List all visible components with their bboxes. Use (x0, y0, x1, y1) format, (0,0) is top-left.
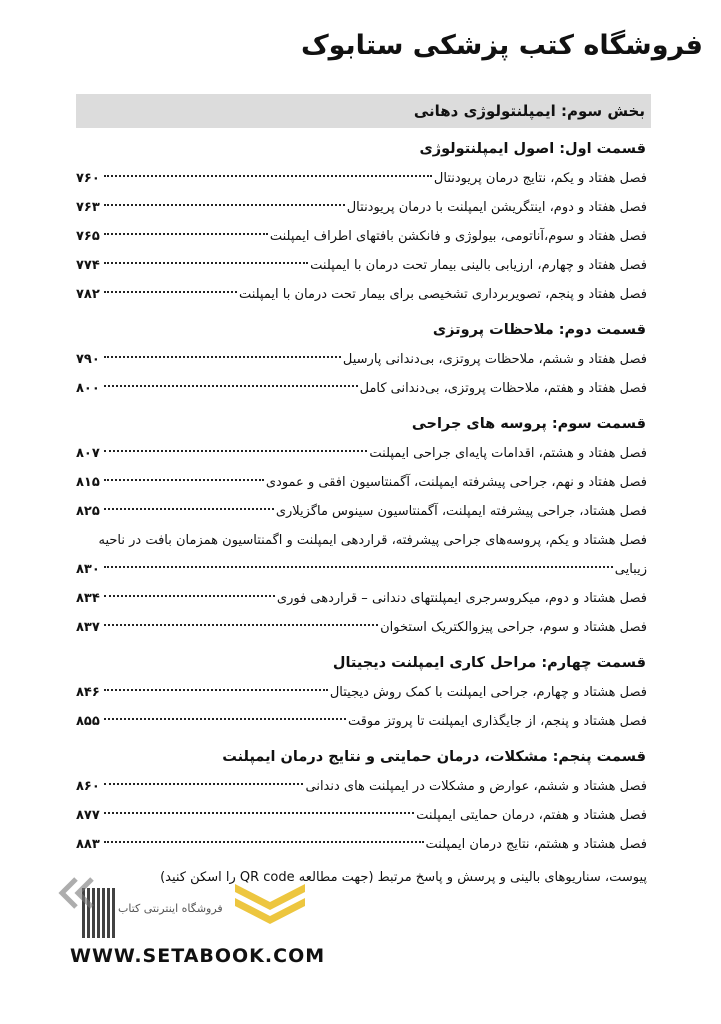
entry-title: فصل هشتاد و سوم، جراحی پیزوالکتریک استخوان (380, 620, 647, 635)
section-title: قسمت اول: اصول ایمپلنتولوژی (419, 141, 646, 157)
entry-page: ۸۳۰ (76, 562, 100, 577)
entry-title: فصل هفتاد و دوم، اینتگریشن ایمپلنت با درمان پریودنتال (346, 200, 647, 215)
leader-dots (104, 385, 358, 387)
entry-title: فصل هشتاد و دوم، میکروسرجری ایمپلنتهای دندانی – قراردهی فوری (276, 591, 647, 606)
entry-title: فصل هشتاد و پنجم، از جایگذاری ایمپلنت تا پروتز موقت (347, 714, 647, 729)
entry-page: ۷۶۰ (76, 171, 100, 186)
toc-entry[interactable] (76, 772, 651, 801)
entry-title: فصل هفتاد و چهارم، ارزیابی بالینی بیمار تحت درمان با ایمپلنت (310, 258, 647, 273)
entry-title: فصل هشتاد و چهارم، جراحی ایمپلنت با کمک روش دیجیتال (329, 685, 647, 700)
entry-page: ۷۸۲ (76, 287, 100, 302)
entry-page: ۸۰۰ (76, 381, 100, 396)
leader-dots (104, 508, 274, 510)
entry-page: ۸۳۷ (76, 620, 100, 635)
leader-dots (104, 841, 424, 843)
leader-dots (104, 812, 414, 814)
toc-entry[interactable] (76, 497, 651, 526)
leader-dots (104, 291, 237, 293)
entry-title: فصل هفتاد و هفتم، ملاحظات پروتزی، بی‌دندانی کامل (359, 381, 647, 396)
toc-entry[interactable] (76, 164, 651, 193)
entry-page: ۷۶۳ (76, 200, 100, 215)
toc-entry[interactable] (76, 468, 651, 497)
entry-page: ۸۳۴ (76, 591, 100, 606)
entry-title: فصل هشتاد و ششم، عوارض و مشکلات در ایمپلنت های دندانی (305, 779, 647, 794)
section-title: قسمت دوم: ملاحظات پروتزی (432, 322, 646, 338)
toc-entry[interactable] (76, 193, 651, 222)
entry-page: ۸۰۷ (76, 446, 100, 461)
table-of-contents (76, 94, 651, 892)
leader-dots (104, 262, 308, 264)
entry-title-line1: فصل هشتاد و یکم، پروسه‌های جراحی پیشرفته، قراردهی ایمپلنت و اگمنتاسیون همزمان بافت در ناحیه (98, 533, 647, 548)
leader-dots (104, 479, 264, 481)
toc-entry[interactable] (76, 678, 651, 707)
toc-entry[interactable] (76, 251, 651, 280)
entry-page: ۸۱۵ (76, 475, 100, 490)
toc-entry[interactable] (76, 707, 651, 736)
leader-dots (104, 175, 432, 177)
leader-dots (104, 624, 378, 626)
toc-entry[interactable] (76, 801, 651, 830)
entry-title: فصل هفتاد و پنجم، تصویربرداری تشخیصی برای بیمار تحت درمان با ایمپلنت (238, 287, 647, 302)
toc-entry[interactable] (76, 439, 651, 468)
leader-dots (104, 689, 328, 691)
toc-entry[interactable] (76, 280, 651, 309)
toc-entry[interactable] (76, 830, 651, 859)
entry-title: فصل هفتاد و یکم، نتایج درمان پریودنتال (433, 171, 647, 186)
toc-entry-wrapped[interactable] (76, 526, 651, 584)
watermark-url: WWW.SETABOOK.COM (70, 945, 326, 967)
section-title: قسمت سوم: پروسه های جراحی (411, 416, 646, 432)
entry-page: ۸۸۳ (76, 837, 100, 852)
leader-dots (104, 566, 613, 568)
leader-dots (104, 233, 268, 235)
watermark-caption: فروشگاه اینترنتی کتاب (118, 902, 223, 915)
entry-title: فصل هفتاد و هشتم، اقدامات پایه‌ای جراحی ایمپلنت (369, 446, 647, 461)
entry-title: فصل هفتاد و نهم، جراحی پیشرفته ایمپلنت، آگمنتاسیون افقی و عمودی (265, 475, 647, 490)
page-header-title: فروشگاه کتب پزشکی ستابوک (300, 30, 703, 61)
entry-title: فصل هشتاد، جراحی پیشرفته ایمپلنت، آگمنتاسیون سینوس ماگزیلاری (275, 504, 647, 519)
setabook-logo-icon (230, 874, 310, 934)
entry-title: فصل هشتاد و هفتم، درمان حمایتی ایمپلنت (416, 808, 647, 823)
entry-title: فصل هفتاد و ششم، ملاحظات پروتزی، بی‌دندانی پارسیل (342, 352, 647, 367)
toc-entry[interactable] (76, 345, 651, 374)
leader-dots (104, 204, 345, 206)
entry-page: ۷۷۴ (76, 258, 100, 273)
entry-page: ۸۶۰ (76, 779, 100, 794)
appendix-title: پیوست، سناریوهای بالینی و پرسش و پاسخ مرتبط (جهت مطالعه QR code را اسکن کنید) (160, 870, 647, 885)
appendix-entry[interactable] (76, 863, 651, 892)
toc-entry[interactable] (76, 222, 651, 251)
entry-page: ۸۴۶ (76, 685, 100, 700)
entry-title: فصل هشتاد و هشتم، نتایج درمان ایمپلنت (425, 837, 647, 852)
entry-title-line2: زیبایی (614, 562, 647, 577)
entry-page: ۷۹۰ (76, 352, 100, 367)
leader-dots (104, 450, 368, 452)
entry-page: ۸۲۵ (76, 504, 100, 519)
entry-page: ۷۶۵ (76, 229, 100, 244)
leader-dots (104, 783, 304, 785)
leader-dots (104, 595, 275, 597)
part-title: بخش سوم: ایمپلنتولوژی دهانی (76, 94, 651, 128)
entry-page: ۸۷۷ (76, 808, 100, 823)
entry-page: ۸۵۵ (76, 714, 100, 729)
leader-dots (104, 718, 346, 720)
toc-entry[interactable] (76, 374, 651, 403)
section-title: قسمت پنجم: مشکلات، درمان حمایتی و نتایج درمان ایمپلنت (222, 749, 646, 765)
entry-title: فصل هفتاد و سوم،آناتومی، بیولوژی و فانکشن بافتهای اطراف ایمپلنت (269, 229, 647, 244)
toc-entry[interactable] (76, 613, 651, 642)
leader-dots (104, 356, 341, 358)
watermark-chevrons-icon (58, 876, 98, 910)
toc-entry[interactable] (76, 584, 651, 613)
section-title: قسمت چهارم: مراحل کاری ایمپلنت دیجیتال (332, 655, 646, 671)
